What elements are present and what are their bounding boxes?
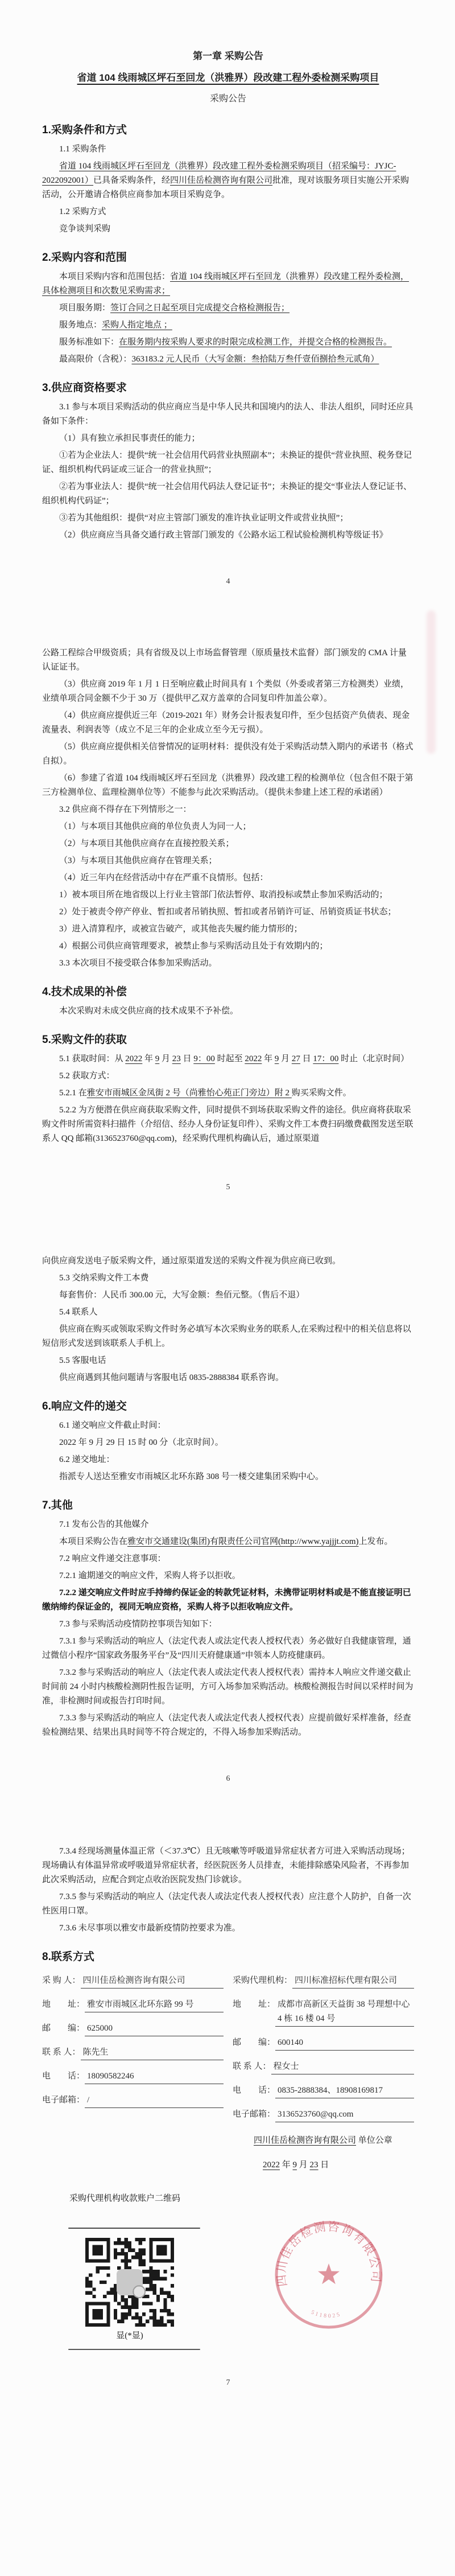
text-segment: 竞争谈判采购 [59, 224, 111, 233]
text-segment: 7.3.2 参与采购活动的响应人（法定代表人或法定代表人授权代表）需持本人响应文件递交截止时间前 24 小时内核酸检测阴性报告证明，方可入场参加采购活动。核酸检测报告时间以采样时间为准，非检测时间或报告打印时间。 [42, 1668, 413, 1706]
paragraph [42, 1069, 414, 1083]
underlined-text: 2022 [245, 1054, 262, 1063]
contact-row [42, 1998, 224, 2012]
paragraph [42, 1103, 414, 1146]
paragraph [42, 771, 414, 800]
page-number: 6 [226, 1774, 230, 1783]
text-segment: （4）供应商应提供近三年（2019-2021 年）财务会计报表复印件，至少包括资产负债表、现金流量表、利润表等（成立不足三年的企业成立至今无亏损）。 [42, 711, 410, 734]
text-segment: 3）进入清算程序，或被宣告破产，或其他丧失履约能力情形的； [59, 925, 303, 934]
contact-row [233, 1998, 414, 2027]
contact-label: 联 系 人： [233, 2062, 271, 2071]
purchaser-column [42, 1974, 224, 2131]
text-segment: 购买采购文件。 [291, 1088, 351, 1098]
text-segment: 7.3.5 参与采购活动的响应人（法定代表人或法定代表人授权代表）应注意个人防护，自备一次性医用口罩。 [42, 1892, 411, 1916]
section-heading: 1.采购条件和方式 [42, 124, 127, 136]
text-segment: 2）处于被责令停产停业、暂扣或者吊销执照、暂扣或者吊销许可证、吊销资质证书状态； [59, 907, 396, 917]
text-segment: 向供应商发送电子版采购文件，通过原渠道发送的采购文件视为供应商已收到。 [42, 1256, 341, 1266]
contact-block [42, 1974, 414, 2131]
paragraph [42, 449, 414, 477]
text-segment: 服务地点： [59, 321, 102, 330]
text-segment: ②若为事业法人：提供“统一社会信用代码法人登记证书”；未换证的提交“事业法人登记证书、组织机构代码证”； [42, 482, 412, 506]
text-segment: 指派专人送达至雅安市雨城区北环东路 308 号一楼交建集团采购中心。 [59, 1472, 324, 1481]
section-heading: 2.采购内容和范围 [42, 252, 127, 264]
underlined-text: 四川佳岳检测咨询有限公司 [170, 176, 273, 185]
underlined-text: 2022 [125, 1054, 143, 1063]
underlined-text: 签订合同之日起至项目完成提交合格检测报告； [110, 303, 290, 313]
paragraph [42, 1844, 414, 1887]
page-gap [42, 1784, 414, 1842]
paragraph [42, 352, 414, 367]
text-segment: （3）供应商 2019 年 1 月 1 日至响应截止时间具有 1 个类似（外委或者第三方检测类）业绩，业绩单项合同金额不少于 30 万（提供甲乙双方盖章的合同复印件加盖公章）。 [42, 680, 410, 703]
contact-label: 邮 编： [42, 2024, 85, 2033]
text-segment: 7.2.1 逾期递交的响应文件，采购人将予以拒收。 [59, 1571, 241, 1580]
text-segment: 服务标准如下： [59, 338, 119, 347]
contact-row [42, 2022, 224, 2036]
text-segment: 供应商在购买或领取采购文件时务必填写本次采购业务的联系人,在采购过程中的相关信息将以短信形式发送到该联系人手机上。 [42, 1325, 411, 1348]
text-segment: 7.3.3 参与采购活动的响应人（法定代表人或法定代表人授权代表）应提前做好采样准备，经查验检测结果、结果出具时间等不符合规定的，不得入场参加采购活动。 [42, 1714, 411, 1737]
paragraph [42, 1470, 414, 1484]
contact-label: 采购代理机构： [233, 1976, 293, 1985]
text-segment: 采购代理机构收款账户二维码 [69, 2194, 181, 2203]
contact-value: 0835-2888384、18908169817 [275, 2084, 414, 2098]
underlined-text: 9：00 [193, 1054, 215, 1063]
section-heading: 5.采购文件的获取 [42, 1034, 127, 1046]
contact-label: 地 址： [42, 2000, 85, 2009]
dateline [263, 2158, 414, 2172]
underlined-text: 雅安市交通建设(集团)有限责任公司官网(http://www.yajjjt.com) [127, 1537, 359, 1546]
paragraph [42, 1419, 414, 1433]
underlined-text: 27 [291, 1054, 300, 1063]
contact-row [42, 2093, 224, 2108]
text-segment: ③若为其他组织：提供“对应主管部门颁发的准许执业证明文件或营业执照”； [59, 513, 349, 523]
text-segment: 月 [297, 2160, 310, 2170]
contact-row [42, 2069, 224, 2084]
text-segment: 单位公章 [356, 2136, 392, 2145]
contact-label: 电 话： [42, 2072, 85, 2081]
horizontal-rule [68, 2228, 200, 2229]
paragraph [42, 1921, 414, 1936]
contact-label: 地 址： [233, 2000, 276, 2009]
section-heading: 7.其他 [42, 1499, 73, 1511]
agency-column [233, 1974, 414, 2131]
paragraph [42, 1288, 414, 1303]
paragraph [42, 1586, 414, 1614]
contact-value: 3136523760@qq.com [275, 2107, 414, 2122]
text-segment: 批准，现对该服务项目实施公开采购活动，公开邀请合格供应商参加本项目采购竞争。 [42, 176, 410, 199]
text-segment: （4）近三年内在经营活动中存在严重不良情形。包括： [59, 873, 268, 882]
contact-row [42, 1974, 224, 1989]
text-segment: 项目服务期： [59, 303, 111, 313]
paragraph [42, 677, 414, 706]
page-gap [42, 1149, 414, 1168]
text-segment: 显(*显) [116, 2331, 143, 2340]
paragraph [42, 1634, 414, 1663]
text-segment: （6）参建了省道 104 线雨城区坪石至回龙（洪雅界）段改建工程的检测单位（包含但不限于第三方检测单位、监理检测单位等）不能参与此次采购活动。（提供未参建上述工程的承诺函） [42, 774, 413, 797]
section-heading: 6.响应文件的递交 [42, 1400, 127, 1412]
text-segment: 6.1 递交响应文件截止时间： [59, 1421, 166, 1430]
contact-value: 四川佳岳检测咨询有限公司 [81, 1974, 224, 1989]
underlined-text: 省道 104 线雨城区坪石至回龙（洪雅界）段改建工程外委检测，具体检测项目和次数见采购需求； [42, 272, 410, 295]
text-segment: 5.2.1 在 [59, 1088, 87, 1098]
contact-value: 18090582246 [85, 2069, 224, 2084]
page-number: 5 [226, 1183, 230, 1192]
paragraph [42, 820, 414, 834]
paragraph [42, 803, 414, 817]
text-segment: （3）与本项目其他供应商存在管理关系； [59, 856, 217, 865]
paragraph [42, 905, 414, 919]
text-segment: 年 [280, 2160, 293, 2170]
text-segment: （1）与本项目其他供应商的单位负责人为同一人； [59, 822, 251, 831]
seal-company-text: 四川佳岳检测咨询有限公司 [275, 2220, 383, 2288]
paragraph [42, 709, 414, 737]
underlined-text: 采购人指定地点 ； [102, 321, 172, 330]
underlined-text: 雅安市雨城区金凤街 2 号（尚雅怡心苑正门旁边）附 2 [86, 1088, 292, 1098]
text-segment: 日 [318, 2160, 329, 2170]
contact-value: 雅安市雨城区北环东路 99 号 [85, 1998, 224, 2012]
paragraph [42, 1453, 414, 1467]
paragraph [42, 432, 414, 446]
text-segment: 7.1 发布公告的其他媒介 [59, 1520, 149, 1529]
text-segment: 3.3 本次项目不接受联合体参加采购活动。 [59, 959, 217, 968]
page-gap [42, 1192, 414, 1251]
paragraph [42, 205, 414, 219]
contact-value: 600140 [275, 2036, 414, 2051]
paragraph [42, 1322, 414, 1351]
text-segment: 时止（北京时间） [338, 1054, 410, 1063]
contact-value: 程女士 [271, 2060, 414, 2074]
paragraph [42, 1518, 414, 1532]
text-segment: 年 [142, 1054, 155, 1063]
paragraph [42, 301, 414, 315]
text-segment: 5.4 联系人 [59, 1308, 98, 1317]
contact-label: 电 话： [233, 2086, 276, 2095]
announcement-subtitle: 采购公告 [209, 94, 246, 104]
paragraph [42, 956, 414, 971]
payment-qr-code [85, 2238, 174, 2327]
text-segment: 5.5 客服电话 [59, 1356, 106, 1365]
text-segment: 日 [180, 1054, 194, 1063]
section-heading: 8.联系方式 [42, 1951, 94, 1963]
text-segment: 日 [300, 1054, 313, 1063]
paragraph [42, 871, 414, 885]
paragraph [42, 1666, 414, 1708]
ink-bleed-artifact [427, 610, 436, 754]
paragraph [42, 1535, 414, 1549]
contact-label: 采 购 人： [42, 1976, 81, 1985]
contact-label: 联 系 人： [42, 2048, 81, 2057]
text-segment: （5）供应商应提供相关信誉情况的证明材料：提供没有处于采购活动禁入期内的承诺书（格式自拟）。 [42, 742, 413, 766]
contact-row [233, 2107, 414, 2122]
page-gap [42, 1743, 414, 1760]
text-segment: 上发布。 [358, 1537, 393, 1546]
contact-row [42, 2045, 224, 2060]
text-segment: 公路工程综合甲级资质；具有省级及以上市场监督管理（原质量技术监督）部门颁发的 CMA 计量认证证书。 [42, 648, 407, 672]
paragraph [42, 939, 414, 954]
paragraph [42, 1711, 414, 1740]
paragraph [42, 646, 414, 675]
text-segment: （2）供应商应当具备交通行政主管部门颁发的《公路水运工程试验检测机构等级证书》 [59, 531, 388, 540]
text-segment: 供应商遇到其他问题请与客服电话 0835-2888384 联系咨询。 [59, 1373, 284, 1382]
paragraph [42, 142, 414, 157]
paragraph [42, 888, 414, 902]
paragraph [42, 1086, 414, 1100]
text-segment: 7.2 响应文件递交注意事项： [59, 1554, 166, 1563]
paragraph [42, 318, 414, 332]
paragraph [42, 400, 414, 429]
underlined-text: 2022 [263, 2160, 280, 2170]
paragraph [42, 1552, 414, 1566]
contact-row [233, 2060, 414, 2074]
underlined-text: 9 [292, 2160, 297, 2170]
underlined-text: 9 [155, 1054, 160, 1063]
text-segment: 本项目采购内容和范围包括： [59, 272, 171, 281]
paragraph [42, 528, 414, 543]
contact-value: 陈先生 [81, 2045, 224, 2060]
chapter-title: 第一章 采购公告 [193, 51, 263, 61]
underlined-text: 在服务期内按采购人要求的时限完成检测工作，并提交合格的检测报告。 [119, 338, 392, 347]
paragraph [42, 222, 414, 236]
text-segment: 7.3.1 参与采购活动的响应人（法定代表人或法定代表人授权代表）务必做好自我健康管理，通过微信小程序“国家政务服务平台”及“四川天府健康通”申领本人防疫健康码。 [42, 1637, 411, 1660]
underlined-text: 17：00 [313, 1054, 339, 1063]
text-segment: 7.3.4 经现场测量体温正常（＜37.3℃）且无咳嗽等呼吸道异常症状者方可进入采购活动现场；现场确认有体温异常或呼吸道异常症状者，经医院医务人员排查，未能排除感染风险者，不再参加此次采购活动，应配合到定点收治医院发热门诊就诊。 [42, 1847, 410, 1884]
text-segment: 7.3 参与采购活动疫情防控事项告知如下： [59, 1620, 217, 1629]
paragraph [42, 511, 414, 525]
contact-label: 电子邮箱： [233, 2110, 276, 2119]
text-segment: 最高限价（含税）： [59, 355, 132, 364]
paragraph [42, 1890, 414, 1918]
qrlabel [69, 2192, 414, 2206]
paragraph [42, 854, 414, 868]
text-segment: 1.2 采购方式 [59, 207, 106, 216]
text-segment: 5.2.2 为方便潜在供应商获取采购文件，同时提供不到场获取采购文件的途径。供应商将获取采购文件时所需资料扫描件（介绍信、经办人身份证复印件）、采购文件工本费扫码缴费截图发送至联系人 QQ 邮箱(3136523760@qq.com)，经采购代理机构确认后，通过原渠道 [42, 1106, 413, 1143]
contact-row [233, 1974, 414, 1989]
text-segment: 5.3 交纳采购文件工本费 [59, 1273, 149, 1283]
text-segment: 每套售价：人民币 300.00 元，大写金额：叁佰元整。（售后不退） [59, 1291, 305, 1300]
contact-row [233, 2036, 414, 2051]
section-heading: 4.技术成果的补偿 [42, 986, 127, 998]
paragraph [42, 740, 414, 769]
page-gap [42, 2350, 414, 2364]
text-segment: 4）根据公司供应商管理要求，被禁止参与采购活动且处于有效期内的； [59, 942, 328, 951]
section-heading: 3.供应商资格要求 [42, 382, 127, 394]
page-number: 4 [226, 577, 230, 586]
contact-label: 邮 编： [233, 2038, 276, 2047]
underlined-text: 四川佳岳检测咨询有限公司 [254, 2136, 357, 2145]
underlined-text: 363183.2 元人民币（大写金额：叁拾陆万叁仟壹佰捌拾叁元贰角） [131, 355, 379, 364]
paragraph [42, 837, 414, 851]
underlined-text: 省道 104 线雨城区坪石至回龙（洪雅界）段改建工程外委检测采购项目（招采编号：JYJC-2022092001） [42, 162, 396, 185]
text-segment: 已具备采购条件，经 [93, 176, 171, 185]
paragraph [42, 1004, 414, 1018]
text-segment: 2022 年 9 月 29 日 15 时 00 分（北京时间）。 [59, 1438, 224, 1447]
paragraph [42, 480, 414, 508]
contact-value: 四川标准招标代理有限公司 [292, 1974, 414, 1989]
paragraph [42, 1271, 414, 1285]
text-segment: 本次采购对未成交供应商的技术成果不予补偿。 [59, 1006, 239, 1016]
page-number: 7 [226, 2378, 230, 2387]
page-gap [42, 545, 414, 562]
qr-code-image [85, 2238, 174, 2327]
paragraph [42, 1617, 414, 1632]
paragraph [42, 922, 414, 936]
underlined-text: 23 [172, 1054, 181, 1063]
seal-code-text: 5118025 [310, 2309, 342, 2320]
text-segment: 月 [279, 1054, 292, 1063]
text-segment: 年 [262, 1054, 275, 1063]
underlined-text: 23 [309, 2160, 318, 2170]
project-title: 省道 104 线雨城区坪石至回龙（洪雅界）段改建工程外委检测采购项目 [77, 72, 379, 83]
text-segment: 1.1 采购条件 [59, 145, 106, 154]
contact-value: / [85, 2093, 224, 2108]
text-segment: 7.2.2 递交响应文件时应手持缔约保证金的转款凭证材料，未携带证明材料或是不能直接证明已缴纳缔约保证金的，视同无响应资格，采购人将予以拒收响应文件。 [42, 1588, 411, 1612]
contact-value: 625000 [85, 2022, 224, 2036]
paragraph [42, 1354, 414, 1368]
paragraph [42, 270, 414, 298]
text-segment: （2）与本项目其他供应商存在直接控股关系； [59, 839, 234, 848]
sealline [254, 2134, 414, 2148]
text-segment: 1）被本项目所在地省级以上行业主管部门依法暂停、取消投标或禁止参加采购活动的； [59, 890, 388, 899]
text-segment: 3.2 供应商不得存在下列情形之一： [59, 805, 192, 814]
paragraph [42, 159, 414, 202]
text-segment: ①若为企业法人：提供“统一社会信用代码营业执照副本”；未换证的提供“营业执照、税务登记证、组织机构代码证或三证合一的营业执照”； [42, 451, 412, 474]
qrcaption [85, 2329, 174, 2343]
text-segment: 本项目采购公告在 [59, 1537, 128, 1546]
page-gap [42, 586, 414, 643]
text-segment: 6.2 递交地址： [59, 1455, 115, 1464]
paragraph [42, 1436, 414, 1450]
paragraph [42, 335, 414, 350]
text-segment: 5.1 获取时间：从 [59, 1054, 126, 1063]
paragraph [42, 1052, 414, 1066]
text-segment: 3.1 参与本项目采购活动的供应商应当是中华人民共和国境内的法人、非法人组织，同时还应具备如下条件： [42, 402, 413, 426]
text-segment: 月 [159, 1054, 172, 1063]
contact-label: 电子邮箱： [42, 2096, 85, 2105]
paragraph [42, 1569, 414, 1583]
text-segment: 5.2 获取方式： [59, 1071, 115, 1080]
underlined-text: 9 [274, 1054, 279, 1063]
text-segment: （1）具有独立承担民事责任的能力； [59, 434, 200, 443]
paragraph [42, 1305, 414, 1320]
paragraph [42, 1371, 414, 1385]
paragraph [42, 1254, 414, 1268]
contact-value: 成都市高新区天益街 38 号理想中心 4 栋 16 楼 04 号 [275, 1998, 414, 2027]
contact-row [233, 2084, 414, 2098]
text-segment: 7.3.6 未尽事项以雅安市最新疫情防控要求为准。 [59, 1924, 241, 1933]
text-segment: 时起至 [214, 1054, 245, 1063]
